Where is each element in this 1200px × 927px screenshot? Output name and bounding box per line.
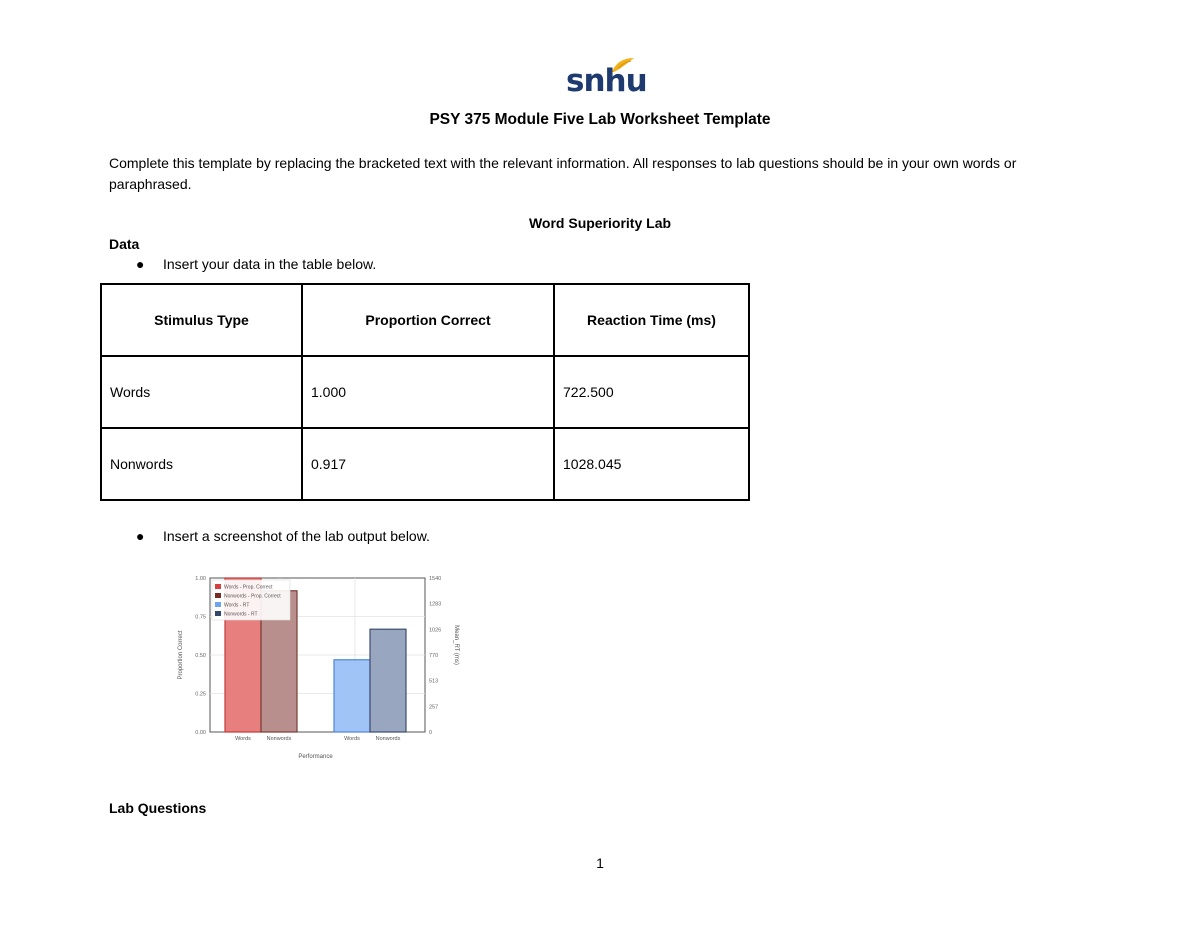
- lab-output-chart: [170, 570, 470, 762]
- x-tick-label: Words: [235, 736, 251, 742]
- table-cell: 0.917: [302, 428, 554, 500]
- table-cell: 1.000: [302, 356, 554, 428]
- legend-swatch: [215, 584, 221, 589]
- legend-label: Nonwords - RT: [224, 611, 258, 618]
- instructions-paragraph: Complete this template by replacing the bracketed text with the relevant information. All responses to lab questions should be in your own words or paraphrased.: [109, 155, 1017, 192]
- y-tick-label: 0.00: [195, 730, 206, 736]
- legend-label: Words - Prop. Correct: [224, 584, 273, 591]
- legend-swatch: [215, 593, 221, 598]
- table-cell: 1028.045: [554, 428, 749, 500]
- y-tick-label: 0.75: [195, 614, 206, 621]
- legend-swatch: [215, 611, 221, 616]
- bullet-insert-table: [136, 256, 376, 272]
- bar-4: [370, 629, 406, 732]
- lab-title: Word Superiority Lab: [528, 215, 672, 231]
- table-row: [101, 356, 749, 428]
- x-axis-label: Performance: [298, 754, 333, 760]
- data-heading: Data: [109, 236, 140, 252]
- y-tick-label: 1.00: [195, 576, 206, 582]
- bullet-text: Insert your data in the table below.: [163, 256, 377, 272]
- header-reaction-time: Reaction Time (ms): [554, 284, 749, 356]
- table-row: [101, 428, 749, 500]
- header-stimulus-type: Stimulus Type: [101, 284, 302, 356]
- bullet-icon: ●: [136, 256, 145, 272]
- table-cell: 722.500: [554, 356, 749, 428]
- y2-axis-label: Mean_RT (ms): [453, 625, 459, 665]
- y2-tick-label: 1540: [429, 576, 442, 582]
- y2-tick-label: 1026: [429, 627, 442, 634]
- x-tick-label: Words: [344, 736, 360, 742]
- table-header-row: [101, 284, 749, 356]
- y2-tick-label: 0: [429, 730, 433, 736]
- y2-tick-label: 513: [429, 678, 439, 685]
- bar-3: [334, 660, 370, 732]
- logo-text: snhu: [566, 63, 647, 99]
- y-tick-label: 0.25: [195, 691, 206, 698]
- table-cell: Words: [101, 356, 302, 428]
- bullet-text: Insert a screenshot of the lab output below.: [163, 528, 430, 544]
- x-tick-label: Nonwords: [375, 736, 401, 742]
- page-title: PSY 375 Module Five Lab Worksheet Template: [429, 111, 771, 128]
- table-cell: Nonwords: [101, 428, 302, 500]
- legend-label: Words - RT: [224, 602, 250, 609]
- y2-tick-label: 770: [429, 653, 439, 659]
- header-proportion-correct: Proportion Correct: [302, 284, 554, 356]
- legend-swatch: [215, 602, 221, 607]
- y-axis-label: Proportion Correct: [178, 630, 184, 680]
- page-number: 1: [596, 855, 604, 871]
- y2-tick-label: 1283: [429, 601, 442, 608]
- y-tick-label: 0.50: [195, 653, 206, 659]
- bullet-insert-screenshot: [136, 528, 430, 544]
- bullet-icon: ●: [136, 528, 145, 544]
- data-table: [100, 283, 750, 501]
- legend-label: Nonwords - Prop. Correct: [224, 593, 281, 600]
- y2-tick-label: 257: [429, 704, 439, 711]
- x-tick-label: Nonwords: [266, 736, 292, 742]
- lab-questions-heading: Lab Questions: [109, 800, 207, 816]
- snhu-logo: [560, 56, 647, 104]
